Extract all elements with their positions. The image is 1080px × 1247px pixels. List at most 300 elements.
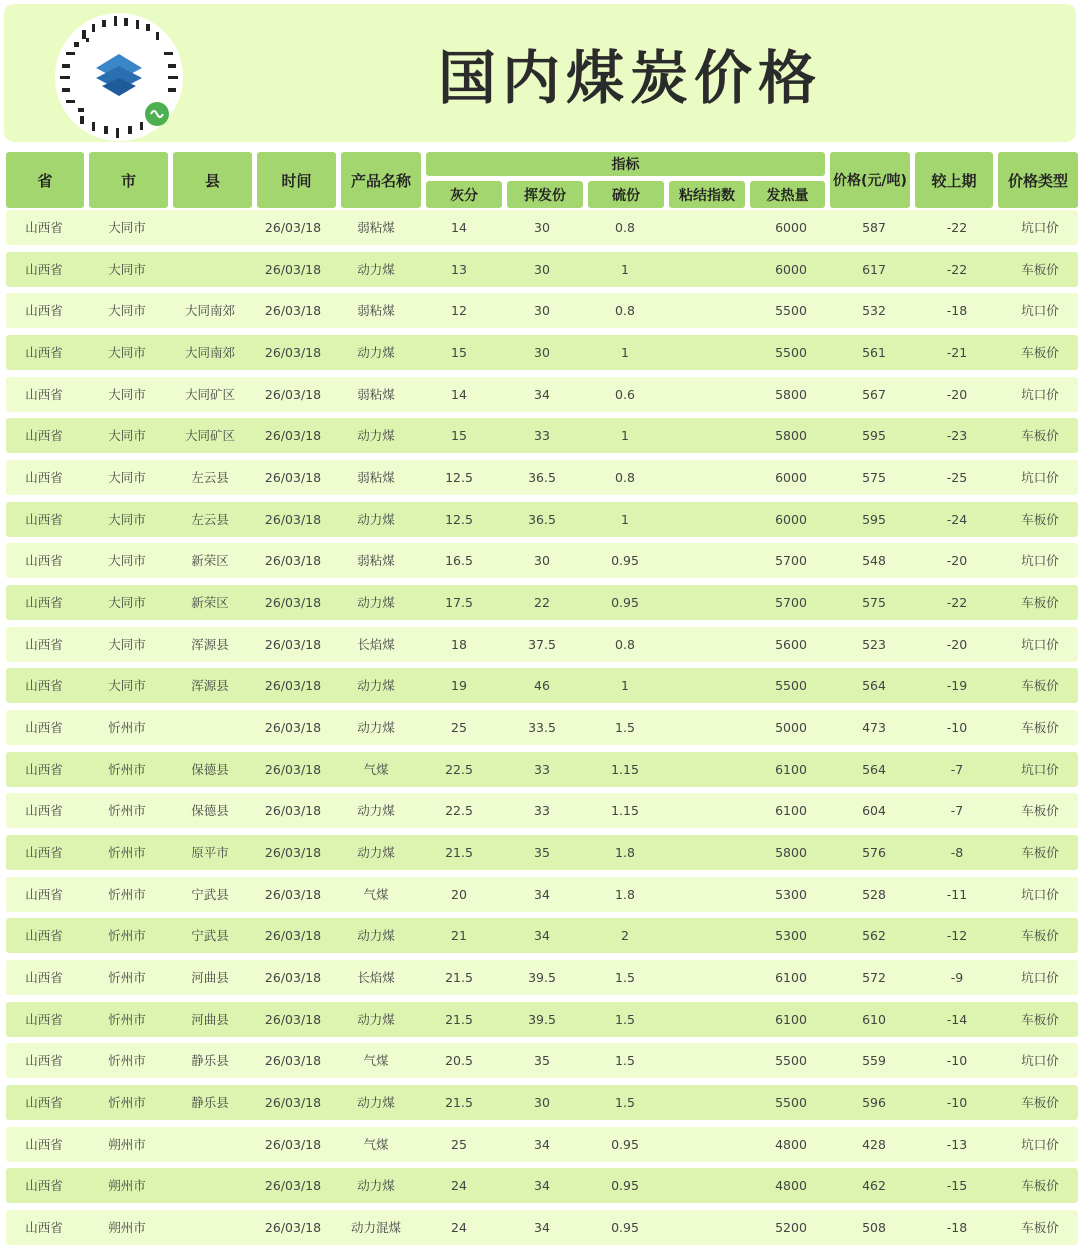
cell-sulfur: 2: [621, 928, 629, 944]
page-title: 国内煤炭价格: [438, 44, 823, 112]
cell-volatile: 34: [534, 1178, 550, 1194]
cell-calorific: 5500: [775, 344, 807, 360]
cell-city: 大同市: [108, 636, 146, 652]
cell-sulfur: 0.95: [611, 1178, 639, 1194]
cell-province: 山西省: [25, 844, 63, 860]
cell-city: 大同市: [108, 511, 146, 527]
cell-price-type: 车板价: [1021, 1011, 1059, 1027]
cell-sulfur: 0.95: [611, 1136, 639, 1152]
cell-calorific: 5800: [775, 844, 807, 860]
cell-date: 26/03/18: [264, 1178, 322, 1194]
table-row: [6, 1085, 1078, 1120]
cell-caking: [667, 293, 749, 328]
cell-volatile: 37.5: [528, 636, 556, 652]
cell-price-type: 车板价: [1021, 719, 1059, 735]
cell-product: 气煤: [363, 1136, 389, 1152]
cell-volatile: 30: [534, 1094, 550, 1110]
cell-product: 动力煤: [357, 428, 395, 444]
cell-province: 山西省: [25, 678, 63, 694]
cell-volatile: 30: [534, 303, 550, 319]
cell-date: 26/03/18: [264, 928, 322, 944]
cell-province: 山西省: [25, 261, 63, 277]
mini-program-qr-code[interactable]: [52, 10, 186, 144]
cell-price: 604: [862, 803, 886, 819]
cell-province: 山西省: [25, 511, 63, 527]
table-row: [6, 877, 1078, 912]
cell-sulfur: 1: [621, 428, 629, 444]
cell-ash: 14: [451, 386, 467, 402]
cell-price-type: 坑口价: [1021, 761, 1059, 777]
cell-ash: 12.5: [445, 469, 473, 485]
cell-change: -22: [946, 261, 968, 277]
cell-caking: [667, 627, 749, 662]
cell-date: 26/03/18: [264, 386, 322, 402]
cell-volatile: 30: [534, 220, 550, 235]
cell-county: 保德县: [191, 761, 229, 777]
cell-volatile: 33: [534, 428, 550, 444]
cell-date: 26/03/18: [264, 511, 322, 527]
cell-change: -18: [946, 1219, 968, 1235]
cell-city: 朔州市: [108, 1219, 146, 1235]
cell-county: 左云县: [191, 511, 229, 527]
cell-price-type: 车板价: [1021, 803, 1059, 819]
cell-price-type: 车板价: [1021, 928, 1059, 944]
cell-city: 大同市: [108, 553, 146, 569]
cell-calorific: 5300: [775, 928, 807, 944]
cell-sulfur: 0.8: [615, 469, 635, 485]
table-row: [6, 627, 1078, 662]
cell-price: 610: [862, 1011, 886, 1027]
cell-ash: 18: [451, 636, 467, 652]
col-header-sulfur: 硫份: [588, 181, 664, 208]
cell-date: 26/03/18: [264, 969, 322, 985]
cell-price: 561: [862, 344, 886, 360]
cell-volatile: 30: [534, 553, 550, 569]
cell-price: 572: [862, 969, 886, 985]
cell-change: -9: [950, 969, 964, 985]
cell-price-type: 车板价: [1021, 1219, 1059, 1235]
cell-sulfur: 1.5: [615, 969, 635, 985]
cell-price: 575: [862, 469, 886, 485]
cell-volatile: 39.5: [528, 969, 556, 985]
cell-ash: 22.5: [445, 803, 473, 819]
cell-product: 动力煤: [357, 844, 395, 860]
cell-date: 26/03/18: [264, 303, 322, 319]
table-row: [6, 668, 1078, 703]
cell-product: 气煤: [363, 761, 389, 777]
cell-date: 26/03/18: [264, 636, 322, 652]
cell-province: 山西省: [25, 719, 63, 735]
cell-price: 596: [862, 1094, 886, 1110]
cell-price: 564: [862, 761, 886, 777]
col-header-caking: 粘结指数: [669, 181, 745, 208]
cell-price-type: 车板价: [1021, 428, 1059, 444]
cell-price-type: 坑口价: [1021, 303, 1059, 319]
cell-caking: [667, 252, 749, 287]
col-header-change: 较上期: [915, 152, 993, 208]
cell-price: 576: [862, 844, 886, 860]
table-row: [6, 377, 1078, 412]
cell-volatile: 22: [534, 594, 550, 610]
cell-product: 弱粘煤: [357, 386, 395, 402]
col-header-price-type: 价格类型: [998, 152, 1078, 208]
cell-price-type: 车板价: [1021, 261, 1059, 277]
cell-county: 大同矿区: [184, 386, 235, 402]
cell-date: 26/03/18: [264, 428, 322, 444]
cell-calorific: 5700: [775, 594, 807, 610]
cell-product: 气煤: [363, 1053, 389, 1069]
cell-price-type: 坑口价: [1021, 1053, 1059, 1069]
cell-product: 长焰煤: [357, 636, 395, 652]
cell-date: 26/03/18: [264, 220, 322, 235]
cell-caking: [667, 918, 749, 953]
cell-ash: 14: [451, 220, 467, 235]
cell-calorific: 6100: [775, 761, 807, 777]
col-header-price: 价格(元/吨): [830, 152, 910, 208]
cell-calorific: 5500: [775, 678, 807, 694]
cell-province: 山西省: [25, 928, 63, 944]
cell-province: 山西省: [25, 428, 63, 444]
cell-price: 595: [862, 511, 886, 527]
cell-calorific: 6000: [775, 261, 807, 277]
cell-price: 562: [862, 928, 886, 944]
cell-date: 26/03/18: [264, 678, 322, 694]
cell-ash: 20: [451, 886, 467, 902]
cell-city: 大同市: [108, 678, 146, 694]
cell-ash: 13: [451, 261, 467, 277]
cell-ash: 25: [451, 719, 467, 735]
cell-price-type: 坑口价: [1021, 553, 1059, 569]
cell-calorific: 6100: [775, 969, 807, 985]
cell-caking: [667, 1043, 749, 1078]
cell-province: 山西省: [25, 1094, 63, 1110]
cell-change: -24: [946, 511, 968, 527]
cell-ash: 17.5: [445, 594, 473, 610]
cell-sulfur: 1.8: [615, 886, 635, 902]
cell-city: 大同市: [108, 344, 146, 360]
cell-county: 大同南郊: [184, 344, 235, 360]
cell-volatile: 30: [534, 344, 550, 360]
cell-calorific: 6000: [775, 511, 807, 527]
cell-city: 忻州市: [108, 803, 146, 819]
cell-county: [169, 1168, 251, 1203]
cell-sulfur: 1.5: [615, 1094, 635, 1110]
cell-change: -20: [946, 386, 968, 402]
cell-city: 忻州市: [108, 969, 146, 985]
cell-change: -22: [946, 594, 968, 610]
cell-county: 新荣区: [191, 553, 229, 569]
cell-price: 559: [862, 1053, 886, 1069]
cell-change: -19: [946, 678, 968, 694]
cell-county: 原平市: [191, 844, 229, 860]
cell-price: 617: [862, 261, 886, 277]
cell-price-type: 车板价: [1021, 594, 1059, 610]
cell-volatile: 34: [534, 928, 550, 944]
cell-county: [169, 252, 251, 287]
cell-caking: [667, 418, 749, 453]
cell-change: -20: [946, 553, 968, 569]
cell-date: 26/03/18: [264, 1136, 322, 1152]
cell-calorific: 5600: [775, 636, 807, 652]
table-row: [6, 1168, 1078, 1203]
cell-price: 462: [862, 1178, 886, 1194]
cell-change: -22: [946, 220, 968, 235]
cell-ash: 19: [451, 678, 467, 694]
cell-price: 428: [862, 1136, 886, 1152]
cell-calorific: 4800: [775, 1178, 807, 1194]
cell-caking: [667, 1127, 749, 1162]
cell-volatile: 36.5: [528, 469, 556, 485]
cell-city: 忻州市: [108, 1011, 146, 1027]
cell-volatile: 33.5: [528, 719, 556, 735]
cell-sulfur: 1: [621, 511, 629, 527]
cell-volatile: 33: [534, 803, 550, 819]
cell-caking: [667, 1168, 749, 1203]
cell-volatile: 34: [534, 386, 550, 402]
cell-ash: 20.5: [445, 1053, 473, 1069]
cell-change: -23: [946, 428, 968, 444]
cell-date: 26/03/18: [264, 1219, 322, 1235]
table-row: [6, 293, 1078, 328]
cell-province: 山西省: [25, 1219, 63, 1235]
cell-caking: [667, 502, 749, 537]
cell-price: 523: [862, 636, 886, 652]
cell-city: 忻州市: [108, 1053, 146, 1069]
cell-change: -18: [946, 303, 968, 319]
table-row: [6, 210, 1078, 245]
cell-calorific: 4800: [775, 1136, 807, 1152]
table-row: [6, 585, 1078, 620]
table-row: [6, 918, 1078, 953]
cell-date: 26/03/18: [264, 261, 322, 277]
cell-price: 508: [862, 1219, 886, 1235]
cell-price-type: 车板价: [1021, 1094, 1059, 1110]
cell-date: 26/03/18: [264, 1094, 322, 1110]
cell-ash: 24: [451, 1178, 467, 1194]
table-row: [6, 960, 1078, 995]
cell-province: 山西省: [25, 469, 63, 485]
cell-county: 静乐县: [191, 1053, 229, 1069]
cell-ash: 21: [451, 928, 467, 944]
cell-price: 567: [862, 386, 886, 402]
cell-city: 大同市: [108, 386, 146, 402]
cell-ash: 21.5: [445, 844, 473, 860]
cell-product: 弱粘煤: [357, 553, 395, 569]
table-row: [6, 335, 1078, 370]
cell-caking: [667, 335, 749, 370]
cell-product: 弱粘煤: [357, 469, 395, 485]
cell-province: 山西省: [25, 969, 63, 985]
cell-province: 山西省: [25, 594, 63, 610]
cell-calorific: 6100: [775, 803, 807, 819]
cell-ash: 15: [451, 344, 467, 360]
cell-city: 忻州市: [108, 886, 146, 902]
cell-volatile: 34: [534, 1136, 550, 1152]
cell-change: -10: [946, 719, 968, 735]
cell-sulfur: 0.95: [611, 594, 639, 610]
cell-volatile: 35: [534, 844, 550, 860]
cell-caking: [667, 460, 749, 495]
cell-price: 575: [862, 594, 886, 610]
cell-county: [169, 710, 251, 745]
cell-city: 朔州市: [108, 1178, 146, 1194]
col-header-product: 产品名称: [341, 152, 421, 208]
cell-date: 26/03/18: [264, 553, 322, 569]
cell-price: 548: [862, 553, 886, 569]
col-header-ash: 灰分: [426, 181, 502, 208]
cell-product: 动力煤: [357, 719, 395, 735]
cell-sulfur: 1.5: [615, 719, 635, 735]
cell-calorific: 5500: [775, 303, 807, 319]
cell-volatile: 30: [534, 261, 550, 277]
cell-price: 473: [862, 719, 886, 735]
cell-price: 564: [862, 678, 886, 694]
cell-province: 山西省: [25, 386, 63, 402]
cell-calorific: 5800: [775, 386, 807, 402]
cell-date: 26/03/18: [264, 761, 322, 777]
cell-caking: [667, 1002, 749, 1037]
table-row: [6, 502, 1078, 537]
cell-price-type: 坑口价: [1021, 886, 1059, 902]
cell-date: 26/03/18: [264, 719, 322, 735]
cell-county: 大同南郊: [184, 303, 235, 319]
cell-county: 大同矿区: [184, 428, 235, 444]
cell-sulfur: 0.6: [615, 386, 635, 402]
cell-sulfur: 0.8: [615, 303, 635, 319]
col-header-province: 省: [6, 152, 84, 208]
cell-county: [169, 210, 251, 245]
cell-county: 保德县: [191, 803, 229, 819]
cell-caking: [667, 543, 749, 578]
cell-volatile: 34: [534, 886, 550, 902]
cell-county: 河曲县: [191, 969, 229, 985]
cell-product: 动力煤: [357, 1178, 395, 1194]
cell-ash: 12: [451, 303, 467, 319]
table-row: [6, 752, 1078, 787]
table-row: [6, 1127, 1078, 1162]
cell-county: [169, 1210, 251, 1245]
cell-ash: 15: [451, 428, 467, 444]
cell-calorific: 6100: [775, 1011, 807, 1027]
cell-price-type: 坑口价: [1021, 220, 1059, 235]
cell-sulfur: 1: [621, 678, 629, 694]
cell-city: 忻州市: [108, 1094, 146, 1110]
cell-product: 动力煤: [357, 678, 395, 694]
cell-county: 浑源县: [191, 636, 229, 652]
cell-province: 山西省: [25, 1011, 63, 1027]
cell-city: 忻州市: [108, 719, 146, 735]
cell-caking: [667, 668, 749, 703]
cell-city: 大同市: [108, 594, 146, 610]
cell-price: 595: [862, 428, 886, 444]
cell-ash: 22.5: [445, 761, 473, 777]
cell-date: 26/03/18: [264, 344, 322, 360]
cell-city: 朔州市: [108, 1136, 146, 1152]
cell-ash: 21.5: [445, 1011, 473, 1027]
cell-caking: [667, 710, 749, 745]
cell-calorific: 5500: [775, 1094, 807, 1110]
cell-date: 26/03/18: [264, 803, 322, 819]
cell-province: 山西省: [25, 803, 63, 819]
cell-date: 26/03/18: [264, 469, 322, 485]
cell-volatile: 33: [534, 761, 550, 777]
col-header-indicators: 指标: [426, 152, 825, 176]
cell-province: 山西省: [25, 886, 63, 902]
table-row: [6, 1210, 1078, 1245]
cell-calorific: 6000: [775, 220, 807, 235]
col-header-date: 时间: [257, 152, 336, 208]
cell-date: 26/03/18: [264, 594, 322, 610]
table-row: [6, 1043, 1078, 1078]
cell-volatile: 39.5: [528, 1011, 556, 1027]
cell-volatile: 46: [534, 678, 550, 694]
cell-calorific: 6000: [775, 469, 807, 485]
cell-county: [169, 1127, 251, 1162]
cell-caking: [667, 877, 749, 912]
cell-product: 动力煤: [357, 594, 395, 610]
cell-price-type: 车板价: [1021, 1178, 1059, 1194]
cell-product: 长焰煤: [357, 969, 395, 985]
cell-province: 山西省: [25, 553, 63, 569]
table-row: [6, 543, 1078, 578]
cell-product: 动力煤: [357, 344, 395, 360]
cell-change: -25: [946, 469, 968, 485]
cell-sulfur: 1.15: [611, 803, 639, 819]
cell-price: 528: [862, 886, 886, 902]
cell-calorific: 5800: [775, 428, 807, 444]
table-row: [6, 252, 1078, 287]
cell-caking: [667, 960, 749, 995]
cell-price-type: 坑口价: [1021, 1136, 1059, 1152]
cell-product: 动力煤: [357, 261, 395, 277]
cell-product: 动力煤: [357, 928, 395, 944]
cell-product: 弱粘煤: [357, 303, 395, 319]
cell-date: 26/03/18: [264, 1011, 322, 1027]
cell-price-type: 车板价: [1021, 844, 1059, 860]
cell-calorific: 5000: [775, 719, 807, 735]
table-row: [6, 793, 1078, 828]
cell-caking: [667, 585, 749, 620]
cell-price-type: 车板价: [1021, 678, 1059, 694]
cell-city: 大同市: [108, 220, 146, 235]
cell-ash: 21.5: [445, 969, 473, 985]
cell-city: 忻州市: [108, 761, 146, 777]
header-banner: [4, 4, 1076, 142]
cell-province: 山西省: [25, 1178, 63, 1194]
cell-county: 浑源县: [191, 678, 229, 694]
cell-price-type: 坑口价: [1021, 469, 1059, 485]
cell-caking: [667, 835, 749, 870]
cell-caking: [667, 210, 749, 245]
cell-sulfur: 0.8: [615, 636, 635, 652]
cell-price: 587: [862, 220, 886, 235]
cell-province: 山西省: [25, 1136, 63, 1152]
cell-ash: 16.5: [445, 553, 473, 569]
cell-city: 忻州市: [108, 928, 146, 944]
cell-calorific: 5700: [775, 553, 807, 569]
cell-volatile: 35: [534, 1053, 550, 1069]
cell-city: 大同市: [108, 428, 146, 444]
cell-ash: 21.5: [445, 1094, 473, 1110]
cell-date: 26/03/18: [264, 844, 322, 860]
cell-change: -10: [946, 1053, 968, 1069]
cell-change: -7: [950, 761, 964, 777]
cell-price-type: 坑口价: [1021, 386, 1059, 402]
cell-date: 26/03/18: [264, 886, 322, 902]
cell-volatile: 36.5: [528, 511, 556, 527]
cell-change: -15: [946, 1178, 968, 1194]
cell-city: 大同市: [108, 469, 146, 485]
